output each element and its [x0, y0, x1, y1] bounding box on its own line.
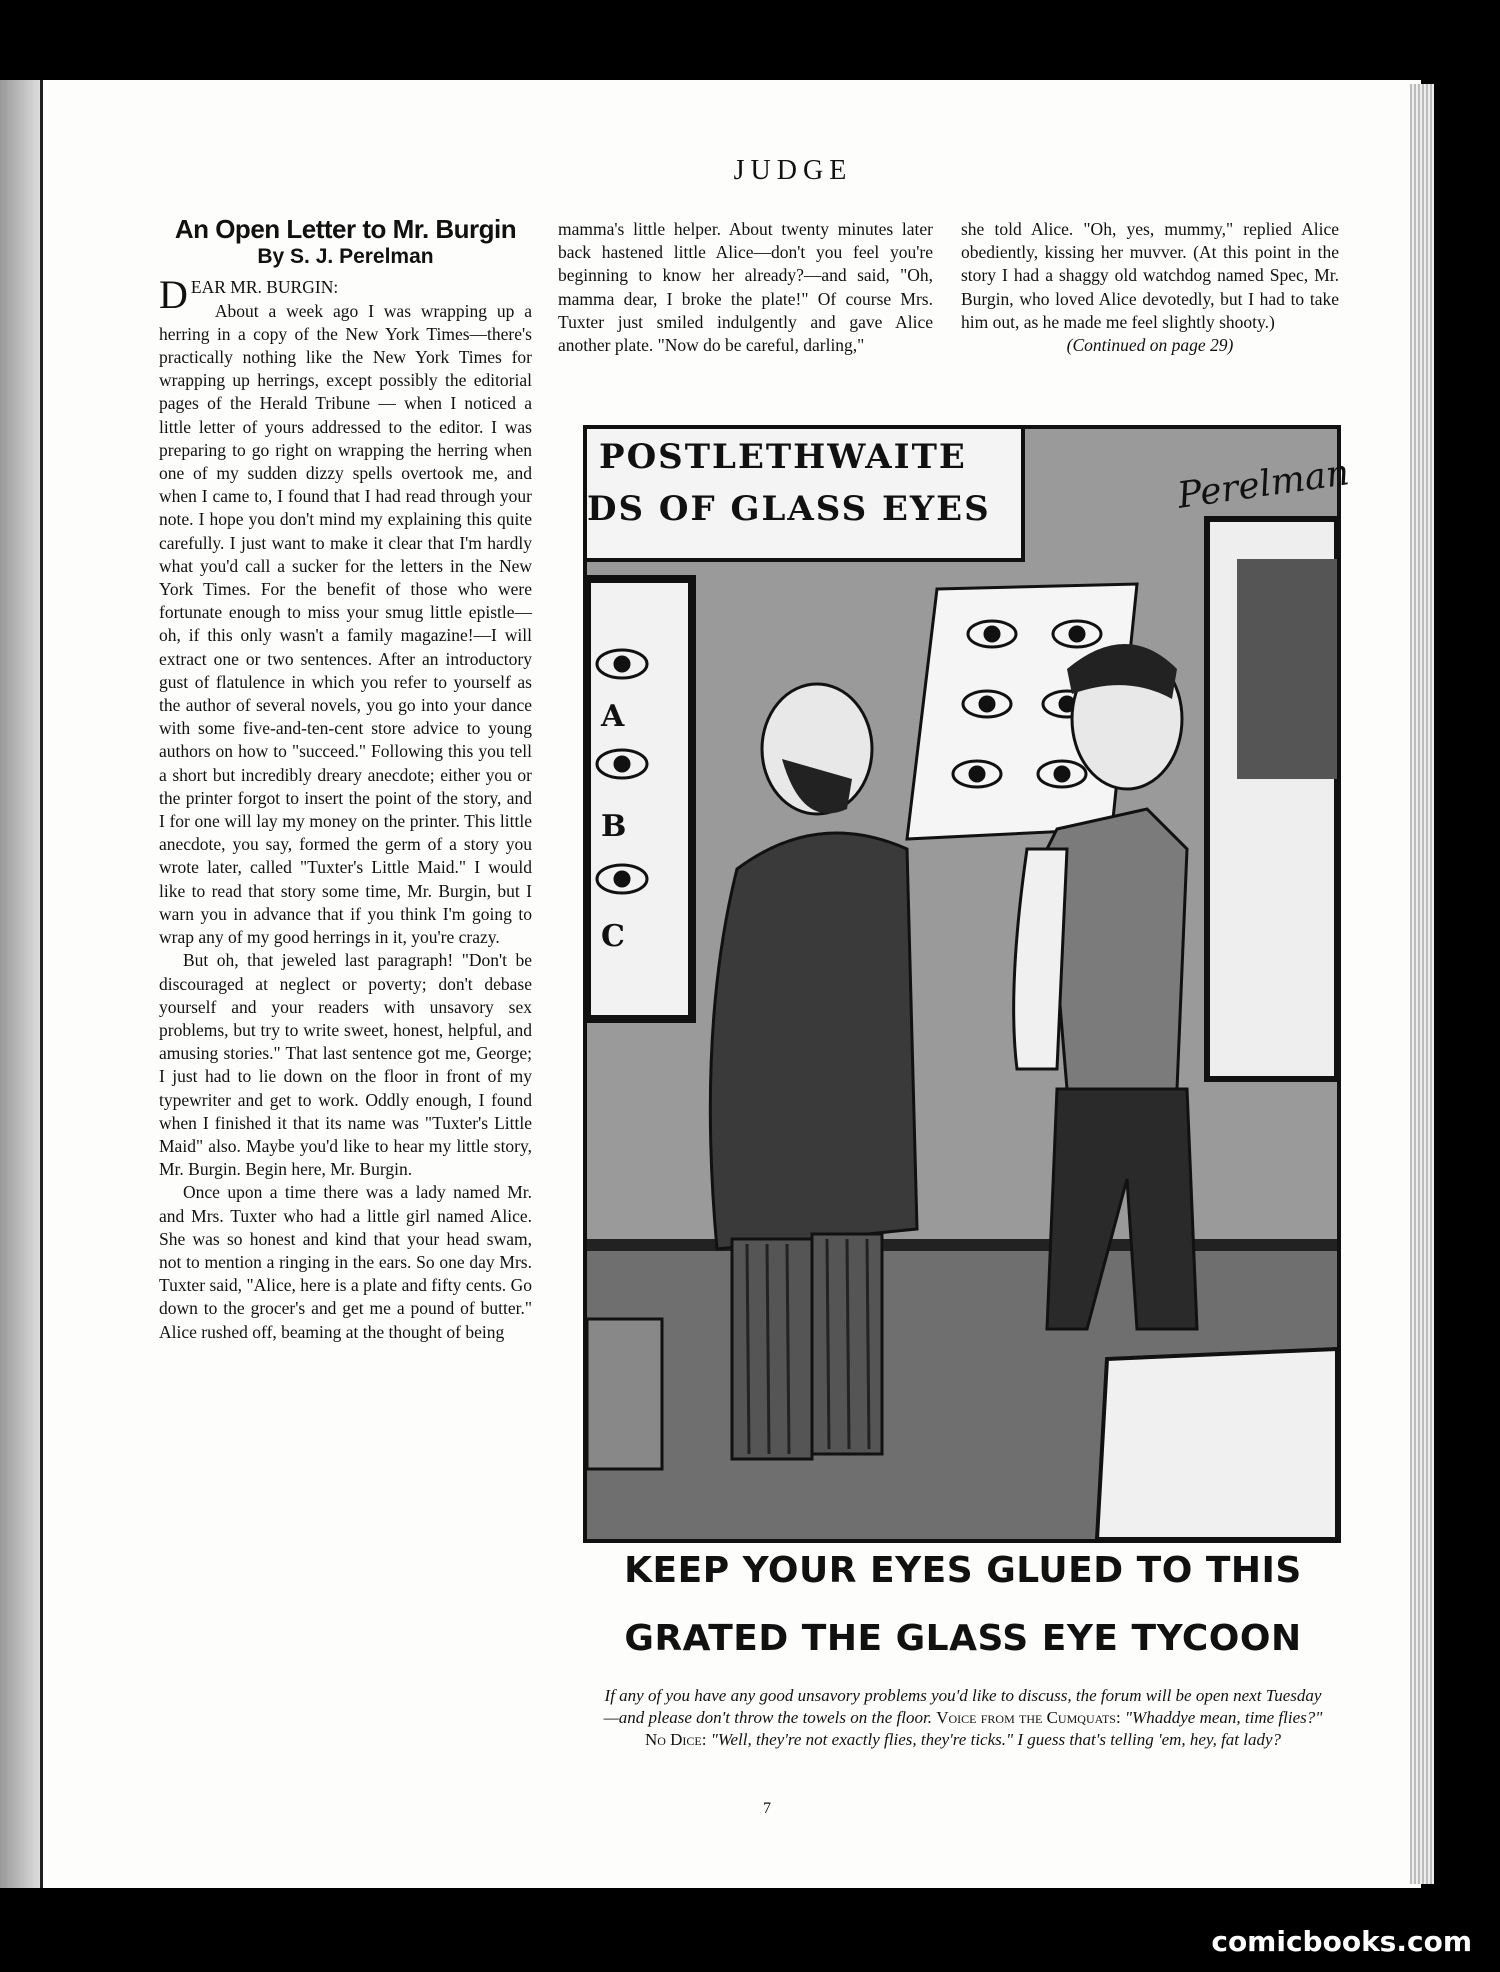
shop-sign-line-2: DS OF GLASS EYES — [587, 489, 991, 529]
footnote — [598, 1685, 1328, 1751]
page-edge — [1410, 84, 1434, 1884]
cartoon-illustration — [583, 425, 1352, 1543]
voice-label: Voice from the Cumquats: — [936, 1708, 1121, 1727]
chart-letter-c: C — [601, 919, 625, 954]
article-paragraph-2: But oh, that jeweled last paragraph! "Don't be discouraged at neglect or poverty; don't debase yourself and your readers with unsavory sex problems, but try to write sweet, honest, helpful, and amusing stories." That last sentence got me, George; I just had to lie down on the floor in front of my typewriter and get to work. Oddly enough, I found when I finished it that its name was "Tuxter's Little Maid" also. Maybe you'd like to hear my little story, Mr. Burgin. Begin here, Mr. Burgin. — [159, 950, 532, 1180]
cartoon-caption-line-1: KEEP YOUR EYES GLUED TO THIS — [624, 1550, 1302, 1591]
article-column-3 — [961, 218, 1339, 357]
salutation-text: EAR MR. BURGIN: — [190, 277, 339, 298]
article-column-2 — [558, 218, 933, 357]
chart-letter-b: B — [601, 809, 627, 844]
chart-letter-a: A — [601, 699, 625, 734]
column-2-text: mamma's little helper. About twenty minutes later back hastened little Alice—don't you feel you're beginning to know her already?—and said, "Oh, mamma dear, I broke the plate!" Of course Mrs. Tuxter just smiled indulgently and gave Alice another plate. "Now do be careful, darling," — [558, 219, 933, 356]
article-byline: By S. J. Perelman — [257, 245, 434, 269]
magazine-header: JUDGE — [733, 155, 853, 186]
watermark: comicbooks.com — [1211, 1925, 1472, 1958]
nodice-text: "Well, they're not exactly flies, they're ticks." I guess that's telling 'em, hey, fat lady? — [710, 1730, 1282, 1749]
page-number: 7 — [763, 1800, 771, 1817]
magazine-page — [40, 80, 1421, 1888]
book-spine — [0, 80, 40, 1888]
drop-cap: D — [159, 272, 188, 318]
nodice-label: No Dice: — [644, 1730, 707, 1749]
continued-notice: (Continued on page 29) — [1066, 335, 1234, 356]
cartoon-caption-line-2: GRATED THE GLASS EYE TYCOON — [624, 1618, 1302, 1659]
salutation — [159, 272, 532, 318]
artist-signature: Perelman — [1174, 452, 1352, 517]
article-paragraph-3: Once upon a time there was a lady named Mr. and Mrs. Tuxter who had a little girl named Alice. She was so honest and kind that your head swam, not to mention a ringing in the ears. So one day Mrs. Tuxter said, "Alice, here is a plate and fifty cents. Go down to the grocer's and get me a pound of butter." Alice rushed off, beaming at the thought of being — [159, 1182, 532, 1342]
cartoon-drawing — [587, 429, 1337, 1539]
shop-sign-line-1: POSTLETHWAITE — [599, 437, 967, 477]
voice-text: "Whaddye mean, time flies?" — [1124, 1708, 1323, 1727]
article-title: An Open Letter to Mr. Burgin — [174, 214, 517, 244]
article-paragraph-1: About a week ago I was wrapping up a herring in a copy of the New York Times—there's practically nothing like the New York Times for wrapping up herrings, except possibly the editorial pages of the Herald Tribune — when I noticed a little letter of yours addressed to the editor. I was preparing to go right on wrapping the herring when one of my sudden dizzy spells overtook me, and when I came to, I found that I had read through your note. I hope you don't mind my explaining this quite carefully. I just want to make it clear that I'm hardly what you'd call a sucker for the letters in the New York Times. For the benefit of those who were fortunate enough to miss your smug little epistle—oh, if this only wasn't a family magazine!—I will extract one or two sentences. After an introductory gust of flatulence in which you refer to yourself as the author of several novels, you go into your dance with some five-and-ten-cent store advice to young authors on how to "succeed." Following this you tell a short but incredibly dreary anecdote; either you or the printer forgot to insert the point of the story, and I for one will lay my money on the printer. This little anecdote, you say, formed the germ of a story you wrote later, called "Tuxter's Little Maid." I would like to read that story some time, Mr. Burgin, but I warn you in advance that if you think I'm going to wrap any of my good herrings in it, you're crazy. — [159, 300, 532, 948]
article-column-1 — [159, 214, 532, 1344]
column-3-text: she told Alice. "Oh, yes, mummy," replied Alice obediently, kissing her muvver. (At this point in the story I had a shaggy old watchdog named Spec, Mr. Burgin, who loved Alice devotedly, but I had to take him out, as he made me feel slightly shooty.) — [961, 219, 1339, 332]
footnote-text: If any of you have any good unsavory problems you'd like to discuss, the forum will be open next Tuesday—and please don't throw the towels on the floor. — [603, 1686, 1322, 1727]
